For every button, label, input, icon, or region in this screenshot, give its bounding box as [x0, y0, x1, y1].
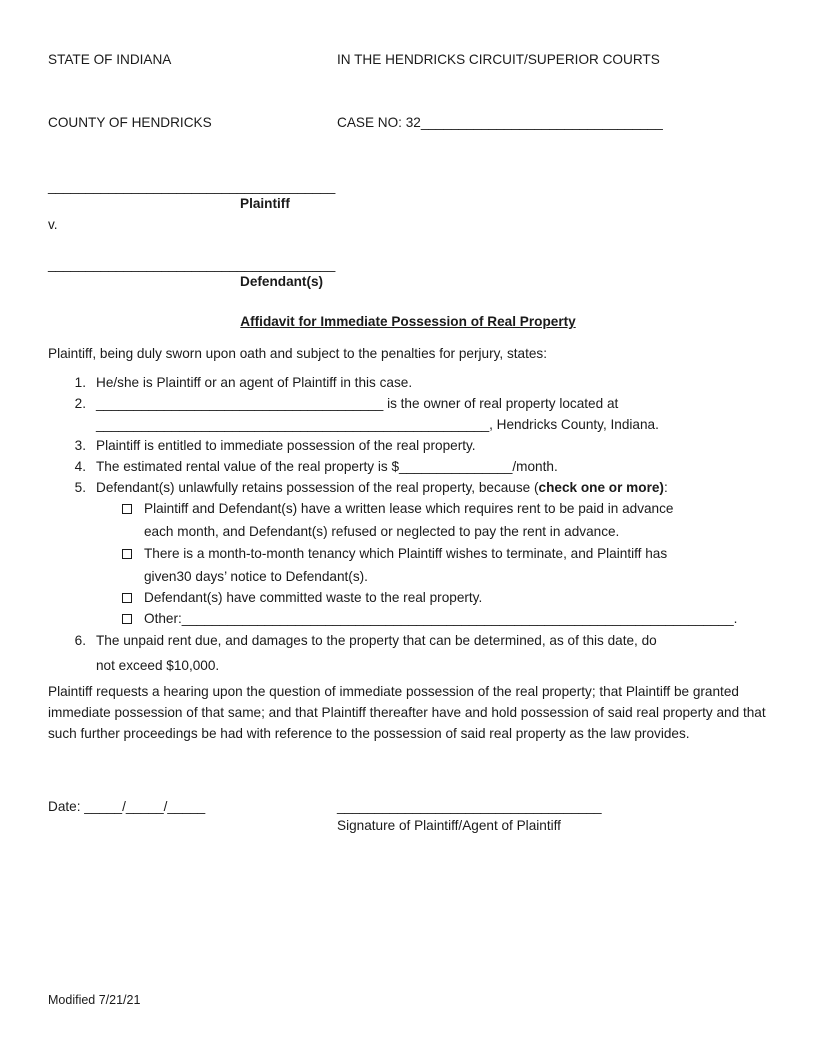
- item-5-lead: Defendant(s) unlawfully retains possession of the real property, because (: [96, 480, 539, 495]
- item-5-bold: check one or more): [538, 480, 664, 495]
- month-to-month-option-line1: There is a month-to-month tenancy which Plaintiff wishes to terminate, and Plaintiff has: [144, 546, 668, 561]
- owner-name-line[interactable]: ______________________________________ is the owner of real property located at: [96, 396, 619, 411]
- case-number-field[interactable]: CASE NO: 32________________________________: [337, 115, 663, 130]
- waste-checkbox[interactable]: [122, 593, 132, 603]
- item-number: 3.: [74, 438, 86, 453]
- plaintiff-label: Plaintiff: [240, 196, 290, 211]
- county-label: COUNTY OF HENDRICKS: [48, 115, 212, 130]
- modified-date-footer: Modified 7/21/21: [48, 993, 141, 1007]
- item-5-text: [96, 479, 668, 496]
- document-title: Affidavit for Immediate Possession of Real Property: [240, 314, 576, 329]
- lease-option-line2: each month, and Defendant(s) refused or neglected to pay the rent in advance.: [144, 524, 620, 539]
- intro-statement: Plaintiff, being duly sworn upon oath and subject to the penalties for perjury, states:: [48, 346, 547, 361]
- waste-option: Defendant(s) have committed waste to the real property.: [144, 590, 483, 605]
- item-number: 5.: [74, 480, 86, 495]
- state-label: STATE OF INDIANA: [48, 52, 172, 67]
- other-option-field[interactable]: Other:_________________________________________________________________________.: [144, 611, 738, 626]
- versus-label: v.: [48, 217, 58, 232]
- month-to-month-option-line2: given30 days’ notice to Defendant(s).: [144, 569, 368, 584]
- lease-option-line1: Plaintiff and Defendant(s) have a written lease which requires rent to be paid in advance: [144, 501, 674, 516]
- property-address-line[interactable]: ____________________________________________________, Hendricks County, Indiana.: [96, 417, 659, 432]
- request-paragraph: Plaintiff requests a hearing upon the question of immediate possession of the real property; that Plaintiff be granted immediate possession of that same; and that Plaintiff thereafter have and hold possession of said real property and that such further proceedings be had with reference to the possession of said real property as the law provides.: [48, 684, 766, 741]
- plaintiff-name-line[interactable]: ______________________________________: [48, 179, 336, 194]
- date-field[interactable]: Date: _____/_____/_____: [48, 799, 206, 814]
- item-number: 1.: [74, 375, 86, 390]
- month-to-month-checkbox[interactable]: [122, 549, 132, 559]
- item-1-text: He/she is Plaintiff or an agent of Plaintiff in this case.: [96, 375, 413, 390]
- item-5-colon: :: [663, 480, 668, 495]
- item-6-line1: The unpaid rent due, and damages to the property that can be determined, as of this date, do: [96, 633, 657, 648]
- other-checkbox[interactable]: [122, 614, 132, 624]
- court-label: IN THE HENDRICKS CIRCUIT/SUPERIOR COURTS: [337, 52, 660, 67]
- signature-line[interactable]: ___________________________________: [337, 799, 602, 814]
- rental-value-field[interactable]: The estimated rental value of the real property is $_______________/month.: [96, 459, 558, 474]
- item-number: 2.: [74, 396, 86, 411]
- item-3-text: Plaintiff is entitled to immediate possession of the real property.: [96, 438, 476, 453]
- defendant-label: Defendant(s): [240, 274, 324, 289]
- defendant-name-line[interactable]: ______________________________________: [48, 257, 336, 272]
- item-number: 6.: [74, 633, 86, 648]
- signature-label: Signature of Plaintiff/Agent of Plaintiff: [337, 818, 561, 833]
- item-6-line2: not exceed $10,000.: [96, 658, 220, 673]
- item-number: 4.: [74, 459, 86, 474]
- lease-checkbox[interactable]: [122, 504, 132, 514]
